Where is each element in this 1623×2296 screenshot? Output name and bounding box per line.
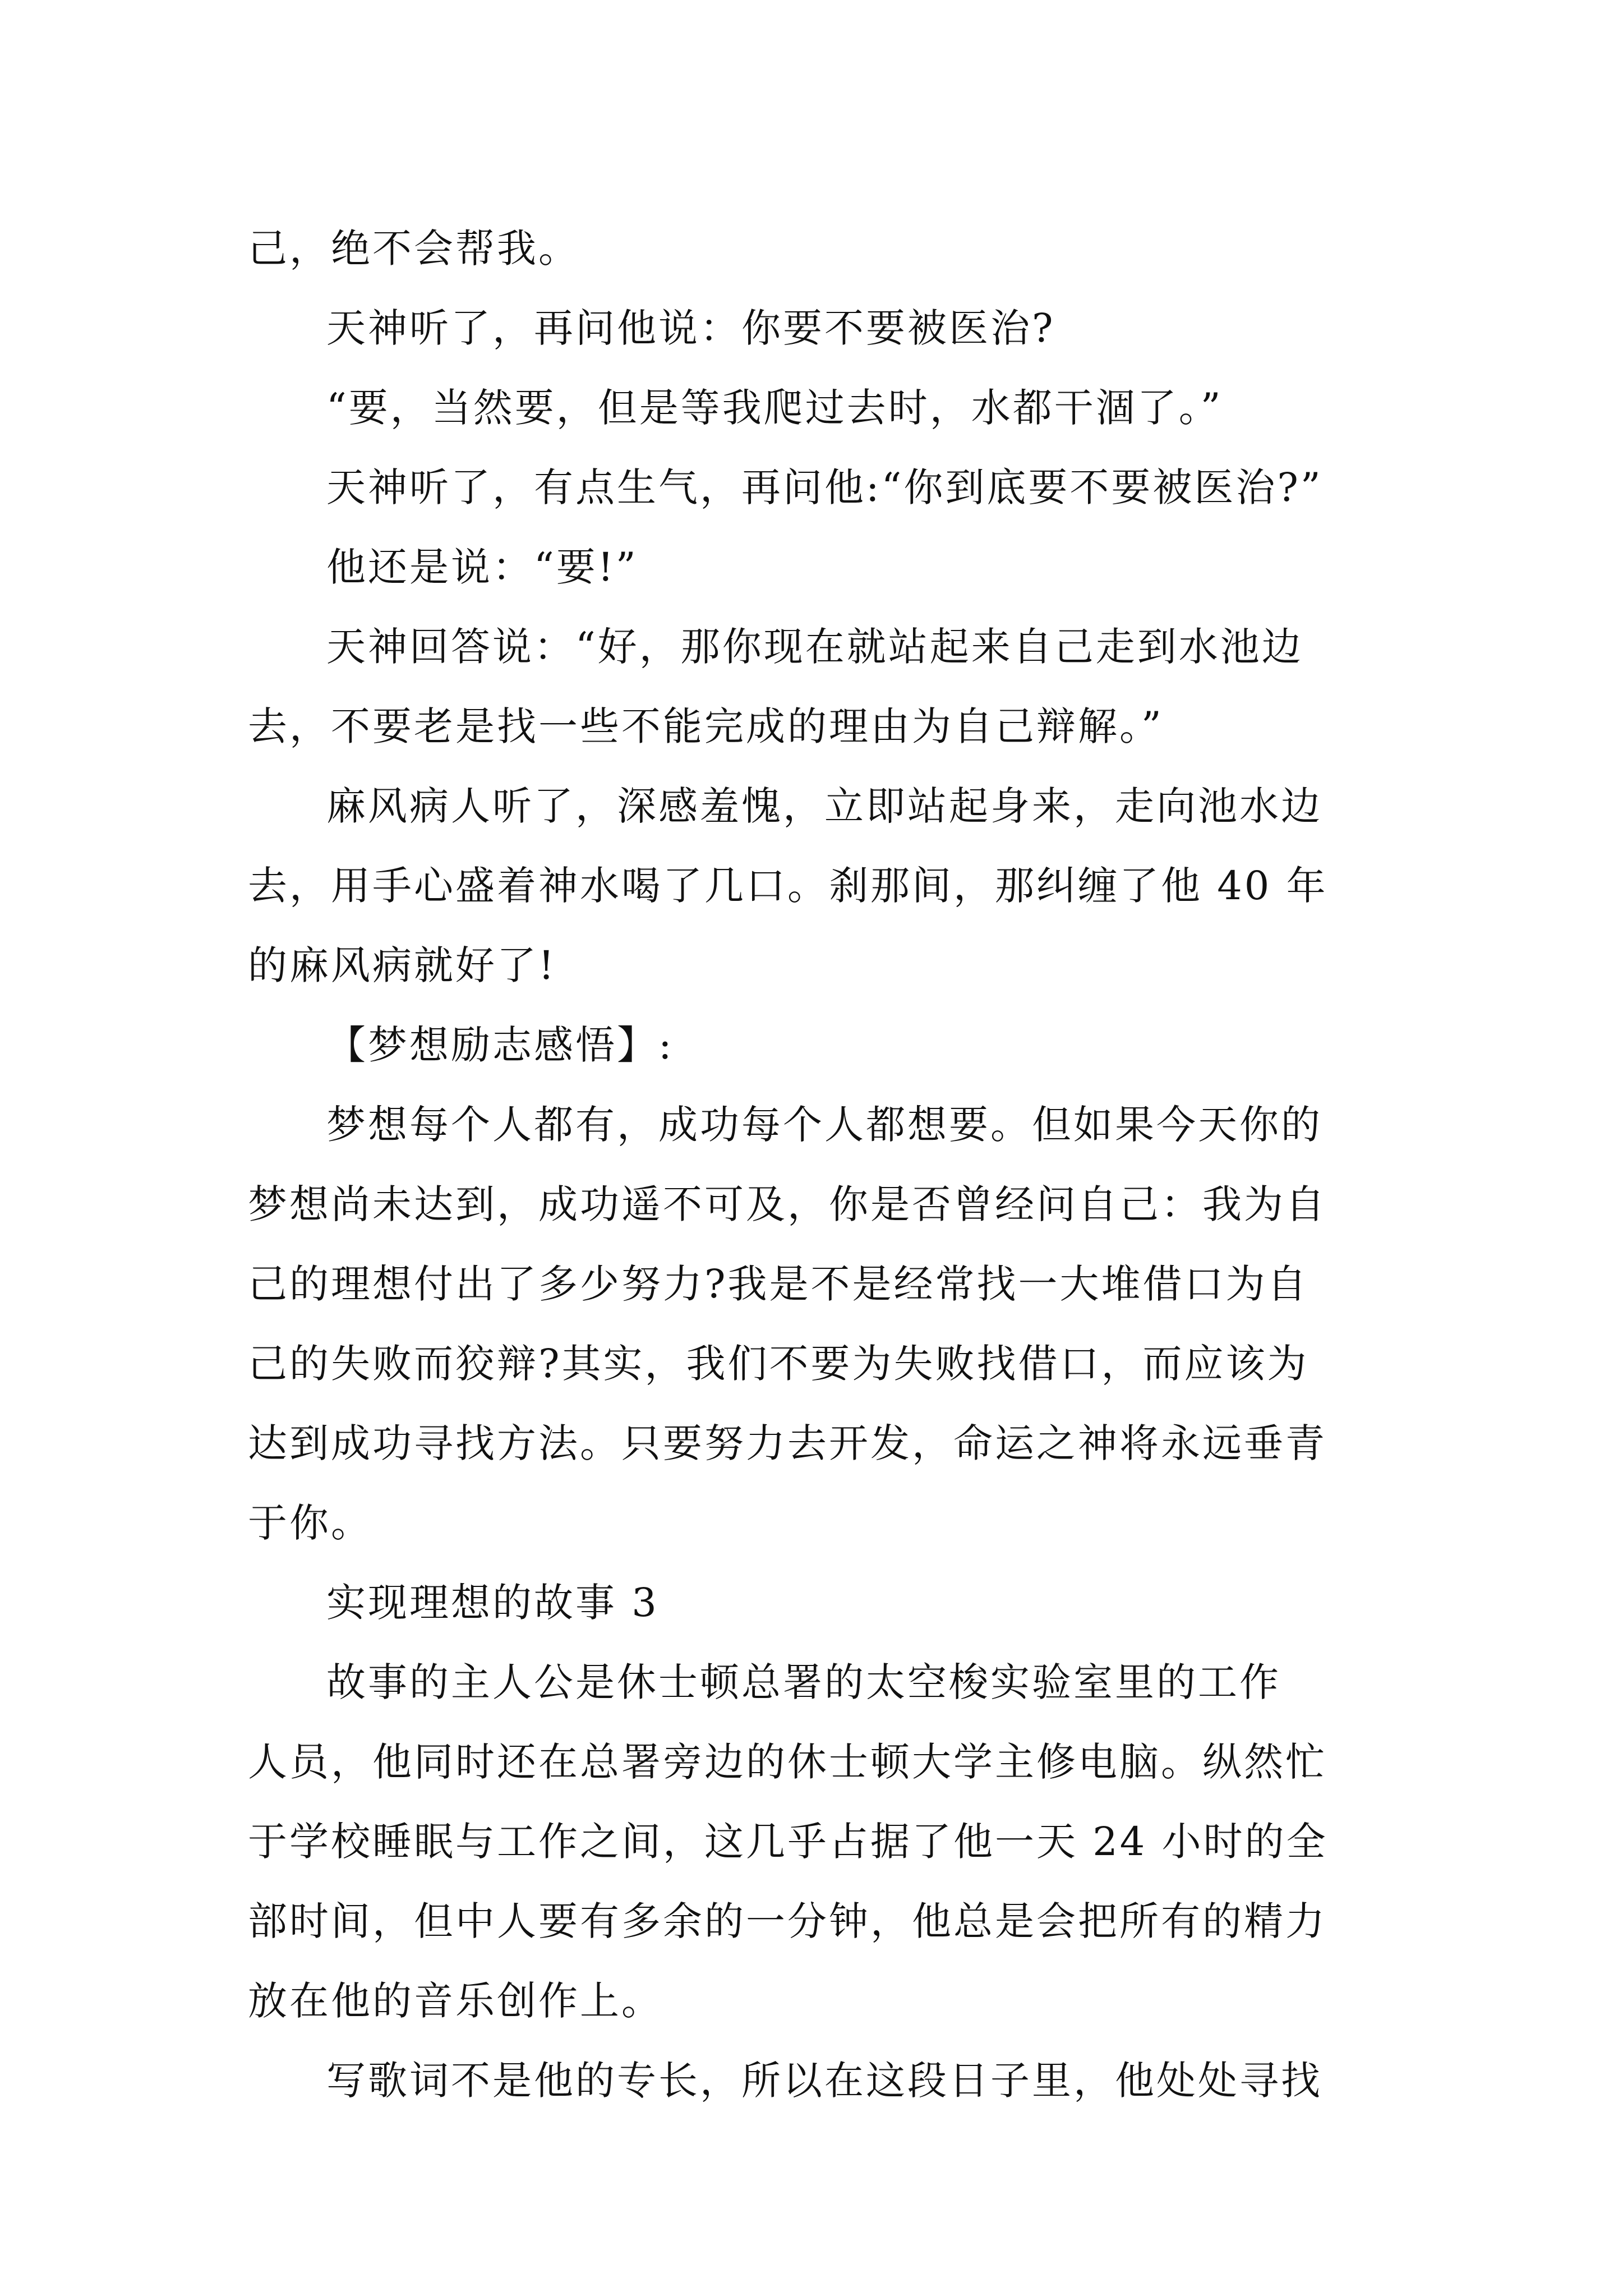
text-line-3: “要，当然要，但是等我爬过去时，水都干涸了。” — [326, 385, 1223, 431]
text-line-21: 于学校睡眠与工作之间，这几乎占据了他一天 24 小时的全 — [248, 1819, 1328, 1865]
text-line-6: 天神回答说：“好，那你现在就站起来自己走到水池边 — [326, 624, 1303, 670]
body-text — [248, 209, 1392, 2120]
text-line-24: 写歌词不是他的专长，所以在这段日子里，他处处寻找 — [326, 2058, 1322, 2104]
text-line-19: 故事的主人公是休士顿总署的太空梭实验室里的工作 — [326, 1659, 1281, 1705]
text-line-20: 人员，他同时还在总署旁边的休士顿大学主修电脑。纵然忙 — [248, 1739, 1327, 1785]
text-line-17: 于你。 — [248, 1500, 372, 1546]
story-title: 实现理想的故事 3 — [326, 1580, 659, 1626]
section-heading: 【梦想励志感悟】: — [326, 1022, 674, 1068]
text-line-23: 放在他的音乐创作上。 — [248, 1978, 663, 2024]
text-line-7: 去，不要老是找一些不能完成的理由为自己辩解。” — [248, 703, 1164, 749]
text-line-14: 己的理想付出了多少努力?我是不是经常找一大堆借口为自 — [248, 1261, 1309, 1307]
text-line-1: 己，绝不会帮我。 — [248, 226, 580, 272]
text-line-22: 部时间，但中人要有多余的一分钟，他总是会把所有的精力 — [248, 1898, 1327, 1944]
text-line-5: 他还是说：“要!” — [326, 544, 638, 590]
text-line-4: 天神听了，有点生气，再问他:“你到底要不要被医治?” — [326, 464, 1323, 510]
text-line-8: 麻风病人听了，深感羞愧，立即站起身来，走向池水边 — [326, 783, 1322, 829]
text-line-10: 的麻风病就好了! — [248, 942, 557, 988]
text-line-9: 去，用手心盛着神水喝了几口。刹那间，那纠缠了他 40 年 — [248, 863, 1328, 909]
text-line-15: 己的失败而狡辩?其实，我们不要为失败找借口，而应该为 — [248, 1341, 1309, 1387]
text-line-13: 梦想尚未达到，成功遥不可及，你是否曾经问自己：我为自 — [248, 1181, 1327, 1227]
text-line-2: 天神听了，再问他说：你要不要被医治? — [326, 305, 1055, 351]
text-line-12: 梦想每个人都有，成功每个人都想要。但如果今天你的 — [326, 1102, 1322, 1148]
text-line-16: 达到成功寻找方法。只要努力去开发，命运之神将永远垂青 — [248, 1420, 1327, 1466]
